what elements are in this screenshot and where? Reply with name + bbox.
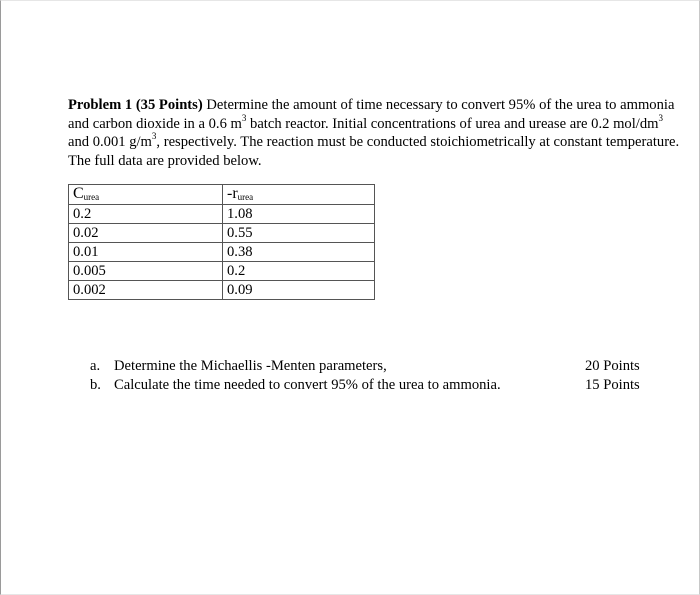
table-cell-rate: 1.08 xyxy=(223,205,375,224)
problem-heading: Problem 1 (35 Points) xyxy=(68,97,203,113)
problem-text-part-2: batch reactor. Initial concentrations of urea and urease are 0.2 mol/dm xyxy=(246,115,659,132)
table-row xyxy=(69,243,375,262)
table-row xyxy=(69,224,375,243)
question-points: 15 Points xyxy=(585,376,640,393)
table-cell-rate: 0.38 xyxy=(223,243,375,262)
problem-text-part-1: Determine the amount of time necessary to convert 95% of the urea to ammonia and carbon dioxide in a 0.6 m xyxy=(68,97,675,132)
superscript-cubed: 3 xyxy=(658,112,663,123)
question-text: Calculate the time needed to convert 95% of the urea to ammonia. xyxy=(114,376,501,393)
table-cell-concentration: 0.002 xyxy=(69,281,223,300)
superscript-cubed: 3 xyxy=(151,131,157,142)
question-letter: b. xyxy=(90,376,101,393)
table-cell-concentration: 0.2 xyxy=(69,205,223,224)
question-item xyxy=(90,376,501,395)
table-row xyxy=(69,205,375,224)
header-symbol: C xyxy=(73,185,84,202)
problem-statement xyxy=(68,96,680,170)
data-table xyxy=(68,184,375,300)
question-item xyxy=(90,357,501,376)
problem-text-part-3: and 0.001 g/m xyxy=(68,134,152,151)
table-cell-rate: 0.09 xyxy=(223,281,375,300)
points-column xyxy=(585,357,640,394)
table-header-row xyxy=(69,185,375,205)
question-text: Determine the Michaellis -Menten parameters, xyxy=(114,358,387,374)
question-points: 20 Points xyxy=(585,358,640,374)
question-list xyxy=(90,357,501,394)
table-cell-concentration: 0.005 xyxy=(69,262,223,281)
table-cell-rate: 0.2 xyxy=(223,262,375,281)
table-row xyxy=(69,281,375,300)
table-cell-rate: 0.55 xyxy=(223,224,375,243)
table-cell-concentration: 0.02 xyxy=(69,224,223,243)
header-symbol: -r xyxy=(227,185,238,202)
superscript-cubed: 3 xyxy=(241,112,247,123)
header-subscript: urea xyxy=(83,192,100,202)
table-cell-concentration: 0.01 xyxy=(69,243,223,262)
header-subscript: urea xyxy=(237,192,254,202)
question-letter: a. xyxy=(90,358,101,374)
header-concentration xyxy=(69,185,223,205)
header-rate xyxy=(223,185,375,205)
problem-text-part-4: , respectively. The reaction must be conducted stoichiometrically at constant temperature. The full data are provided below. xyxy=(68,134,680,169)
table-row xyxy=(69,262,375,281)
